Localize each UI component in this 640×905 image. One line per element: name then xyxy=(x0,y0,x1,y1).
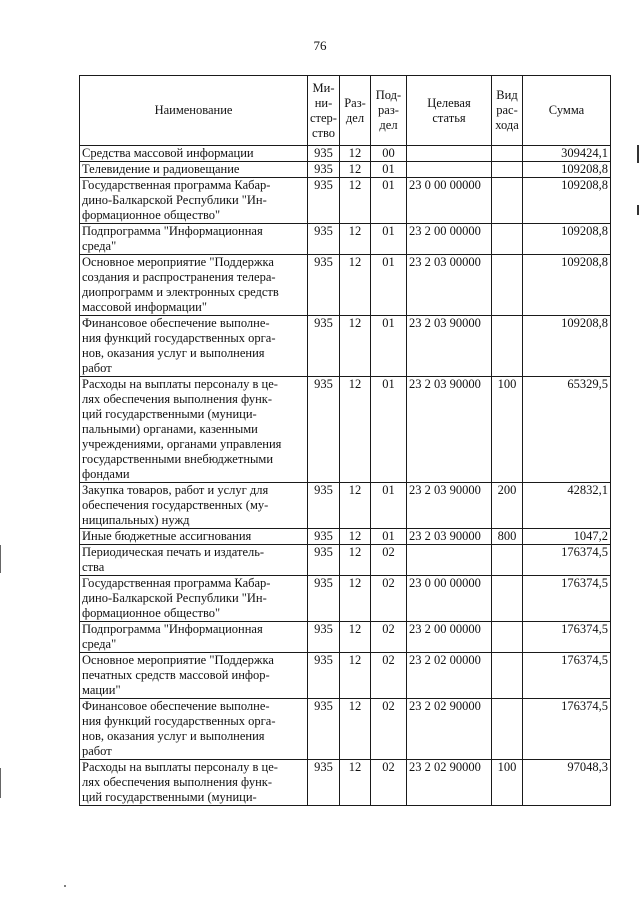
cell-ministry: 935 xyxy=(308,483,340,529)
table-row xyxy=(80,699,611,760)
cell-target: 23 2 03 00000 xyxy=(407,255,492,316)
cell-type xyxy=(492,699,523,760)
cell-section: 12 xyxy=(340,178,371,224)
cell-sum: 97048,3 xyxy=(523,760,611,806)
cell-name: Иные бюджетные ассигнования xyxy=(80,529,308,545)
cell-section: 12 xyxy=(340,316,371,377)
cell-section: 12 xyxy=(340,483,371,529)
cell-subsection: 02 xyxy=(371,545,407,576)
header-name: Наименование xyxy=(80,76,308,146)
cell-type: 200 xyxy=(492,483,523,529)
cell-sum: 176374,5 xyxy=(523,699,611,760)
table-row xyxy=(80,760,611,806)
cell-ministry: 935 xyxy=(308,377,340,483)
header-ministry: Ми- ни- стер- ство xyxy=(308,76,340,146)
table-row xyxy=(80,224,611,255)
cell-type xyxy=(492,576,523,622)
cell-section: 12 xyxy=(340,653,371,699)
cell-target: 23 0 00 00000 xyxy=(407,576,492,622)
cell-type: 800 xyxy=(492,529,523,545)
cell-ministry: 935 xyxy=(308,622,340,653)
cell-sum: 65329,5 xyxy=(523,377,611,483)
table-row xyxy=(80,255,611,316)
cell-target xyxy=(407,162,492,178)
cell-type: 100 xyxy=(492,377,523,483)
cell-subsection: 02 xyxy=(371,622,407,653)
cell-sum: 176374,5 xyxy=(523,622,611,653)
cell-subsection: 01 xyxy=(371,529,407,545)
table-header-row xyxy=(80,76,611,146)
cell-target xyxy=(407,146,492,162)
cell-target: 23 2 03 90000 xyxy=(407,316,492,377)
cell-type xyxy=(492,146,523,162)
cell-sum: 109208,8 xyxy=(523,224,611,255)
cell-type: 100 xyxy=(492,760,523,806)
cell-type xyxy=(492,653,523,699)
cell-subsection: 01 xyxy=(371,255,407,316)
cell-section: 12 xyxy=(340,162,371,178)
cell-section: 12 xyxy=(340,699,371,760)
cell-subsection: 01 xyxy=(371,162,407,178)
cell-ministry: 935 xyxy=(308,545,340,576)
cell-name: Подпрограмма "Информационная среда" xyxy=(80,224,308,255)
cell-sum: 309424,1 xyxy=(523,146,611,162)
cell-ministry: 935 xyxy=(308,255,340,316)
scan-edge-mark xyxy=(0,768,1,798)
table-row xyxy=(80,316,611,377)
cell-ministry: 935 xyxy=(308,529,340,545)
cell-target: 23 2 02 90000 xyxy=(407,760,492,806)
cell-subsection: 02 xyxy=(371,699,407,760)
cell-sum: 176374,5 xyxy=(523,653,611,699)
cell-ministry: 935 xyxy=(308,178,340,224)
cell-section: 12 xyxy=(340,576,371,622)
cell-name: Подпрограмма "Информационная среда" xyxy=(80,622,308,653)
cell-sum: 109208,8 xyxy=(523,178,611,224)
scan-edge-mark xyxy=(637,145,639,163)
cell-name: Средства массовой информации xyxy=(80,146,308,162)
budget-table xyxy=(79,75,611,806)
cell-subsection: 02 xyxy=(371,653,407,699)
cell-name: Расходы на выплаты персоналу в це- лях обеспечения выполнения функ- ций государственными (муници- xyxy=(80,760,308,806)
cell-sum: 109208,8 xyxy=(523,316,611,377)
cell-type xyxy=(492,178,523,224)
cell-sum: 109208,8 xyxy=(523,255,611,316)
table-row xyxy=(80,377,611,483)
cell-type xyxy=(492,162,523,178)
cell-target: 23 2 03 90000 xyxy=(407,483,492,529)
cell-sum: 176374,5 xyxy=(523,576,611,622)
table-row xyxy=(80,162,611,178)
cell-ministry: 935 xyxy=(308,162,340,178)
table-row xyxy=(80,622,611,653)
cell-ministry: 935 xyxy=(308,316,340,377)
cell-section: 12 xyxy=(340,760,371,806)
cell-subsection: 00 xyxy=(371,146,407,162)
cell-name: Основное мероприятие "Поддержка создания и распространения телера- диопрограмм и электронных средств массовой информации" xyxy=(80,255,308,316)
scan-edge-mark xyxy=(637,205,639,215)
cell-sum: 1047,2 xyxy=(523,529,611,545)
cell-type xyxy=(492,545,523,576)
cell-ministry: 935 xyxy=(308,146,340,162)
cell-section: 12 xyxy=(340,529,371,545)
cell-subsection: 02 xyxy=(371,576,407,622)
table-row xyxy=(80,178,611,224)
cell-type xyxy=(492,255,523,316)
cell-section: 12 xyxy=(340,255,371,316)
cell-name: Периодическая печать и издатель- ства xyxy=(80,545,308,576)
cell-ministry: 935 xyxy=(308,699,340,760)
cell-target: 23 2 02 90000 xyxy=(407,699,492,760)
cell-sum: 109208,8 xyxy=(523,162,611,178)
cell-target: 23 2 00 00000 xyxy=(407,622,492,653)
table-row xyxy=(80,545,611,576)
scan-edge-mark xyxy=(0,545,1,573)
cell-type xyxy=(492,622,523,653)
cell-sum: 176374,5 xyxy=(523,545,611,576)
header-sum: Сумма xyxy=(523,76,611,146)
cell-subsection: 02 xyxy=(371,760,407,806)
header-section: Раз- дел xyxy=(340,76,371,146)
cell-name: Закупка товаров, работ и услуг для обеспечения государственных (му- ниципальных) нужд xyxy=(80,483,308,529)
cell-name: Государственная программа Кабар- дино-Балкарской Республики "Ин- формационное общество" xyxy=(80,178,308,224)
cell-section: 12 xyxy=(340,146,371,162)
cell-name: Основное мероприятие "Поддержка печатных средств массовой инфор- мации" xyxy=(80,653,308,699)
header-target: Целевая статья xyxy=(407,76,492,146)
cell-subsection: 01 xyxy=(371,224,407,255)
header-type: Вид рас- хода xyxy=(492,76,523,146)
cell-target: 23 2 00 00000 xyxy=(407,224,492,255)
cell-name: Финансовое обеспечение выполне- ния функций государственных орга- нов, оказания услуг и выполнения работ xyxy=(80,316,308,377)
cell-section: 12 xyxy=(340,377,371,483)
cell-target: 23 2 03 90000 xyxy=(407,377,492,483)
cell-subsection: 01 xyxy=(371,377,407,483)
cell-ministry: 935 xyxy=(308,653,340,699)
cell-name: Телевидение и радиовещание xyxy=(80,162,308,178)
table-row xyxy=(80,653,611,699)
table-row xyxy=(80,483,611,529)
cell-subsection: 01 xyxy=(371,178,407,224)
page-number: 76 xyxy=(313,38,327,53)
cell-sum: 42832,1 xyxy=(523,483,611,529)
cell-subsection: 01 xyxy=(371,483,407,529)
cell-name: Государственная программа Кабар- дино-Балкарской Республики "Ин- формационное общество" xyxy=(80,576,308,622)
cell-name: Финансовое обеспечение выполне- ния функций государственных орга- нов, оказания услуг и выполнения работ xyxy=(80,699,308,760)
cell-target xyxy=(407,545,492,576)
cell-subsection: 01 xyxy=(371,316,407,377)
cell-target: 23 2 03 90000 xyxy=(407,529,492,545)
cell-type xyxy=(492,224,523,255)
cell-name: Расходы на выплаты персоналу в це- лях обеспечения выполнения функ- ций государственными (муници- пальными) органами, казенными учреждениями, органами управления государственными внебюджетными фондами xyxy=(80,377,308,483)
cell-type xyxy=(492,316,523,377)
cell-section: 12 xyxy=(340,224,371,255)
table-body xyxy=(80,146,611,806)
cell-section: 12 xyxy=(340,622,371,653)
cell-target: 23 2 02 00000 xyxy=(407,653,492,699)
table-row xyxy=(80,576,611,622)
header-subsection: Под- раз- дел xyxy=(371,76,407,146)
scan-speck xyxy=(64,885,66,887)
cell-ministry: 935 xyxy=(308,760,340,806)
cell-ministry: 935 xyxy=(308,576,340,622)
table-row xyxy=(80,529,611,545)
table-row xyxy=(80,146,611,162)
cell-target: 23 0 00 00000 xyxy=(407,178,492,224)
cell-ministry: 935 xyxy=(308,224,340,255)
cell-section: 12 xyxy=(340,545,371,576)
